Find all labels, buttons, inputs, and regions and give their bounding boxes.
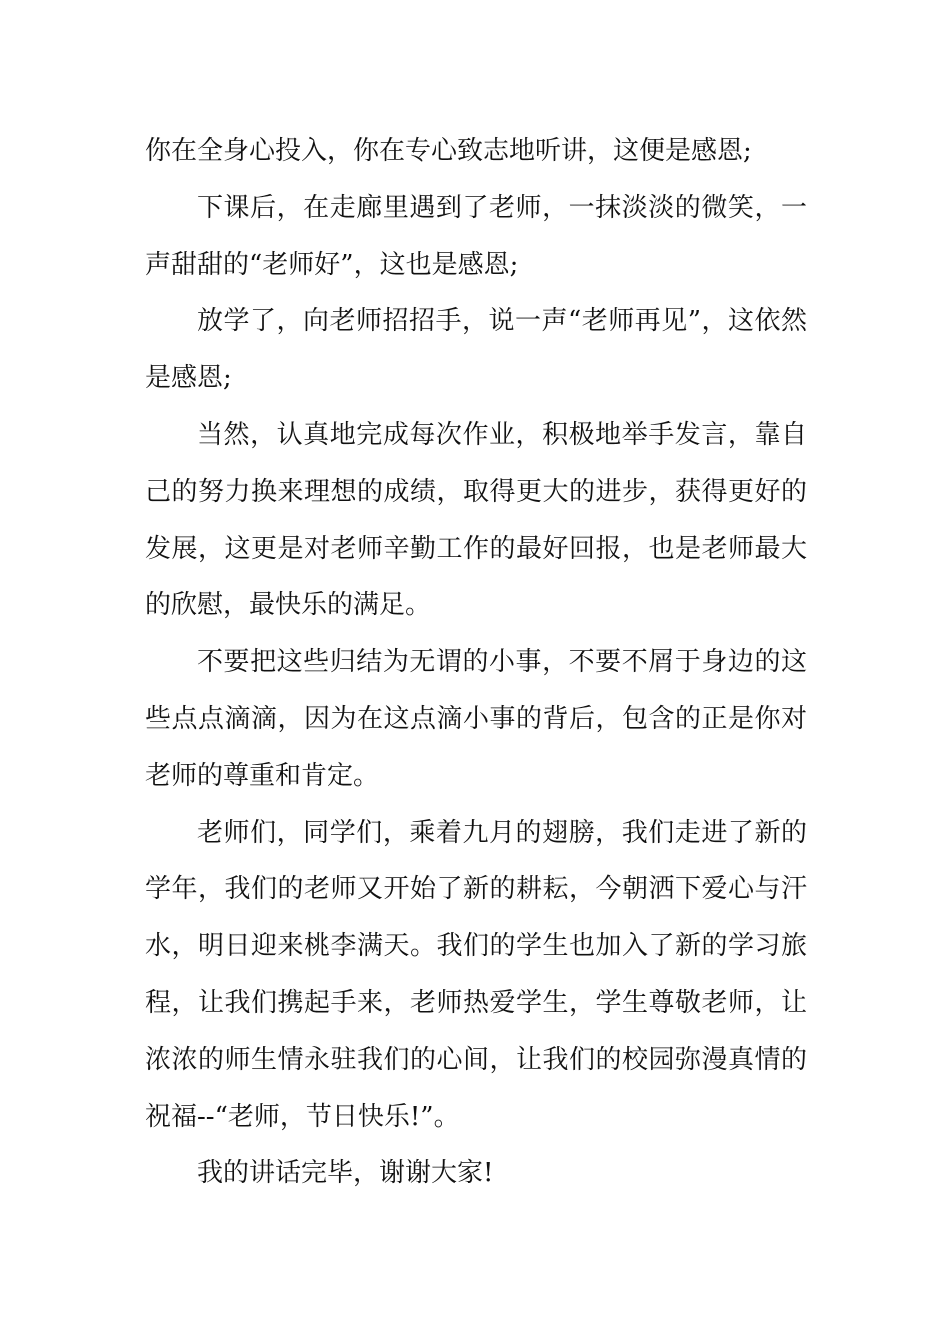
paragraph: 当然，认真地完成每次作业，积极地举手发言，靠自己的努力换来理想的成绩，取得更大的进步，获得更好的发展，这更是对老师辛勤工作的最好回报，也是老师最大的欣慰，最快乐的满足。: [145, 419, 807, 621]
paragraph: 不要把这些归结为无谓的小事，不要不屑于身边的这些点点滴滴，因为在这点滴小事的背后，包含的正是你对老师的尊重和肯定。: [145, 647, 807, 791]
paragraph-closing: 我的讲话完毕，谢谢大家!: [197, 1158, 494, 1189]
document-body: [145, 123, 807, 1202]
paragraph-continuation: 你在全身心投入，你在专心致志地听讲，这便是感恩;: [145, 136, 752, 166]
paragraph: 放学了，向老师招招手，说一声“老师再见”，这依然是感恩;: [145, 306, 807, 394]
paragraph: 下课后，在走廊里遇到了老师，一抹淡淡的微笑，一声甜甜的“老师好”，这也是感恩;: [145, 192, 807, 280]
paragraph: 老师们，同学们，乘着九月的翅膀，我们走进了新的学年，我们的老师又开始了新的耕耘，今朝洒下爱心与汗水，明日迎来桃李满天。我们的学生也加入了新的学习旅程，让我们携起手来，老师热爱学生，学生尊敬老师，让浓浓的师生情永驻我们的心间，让我们的校园弥漫真情的祝福--“老师，节日快乐!”。: [145, 817, 807, 1132]
